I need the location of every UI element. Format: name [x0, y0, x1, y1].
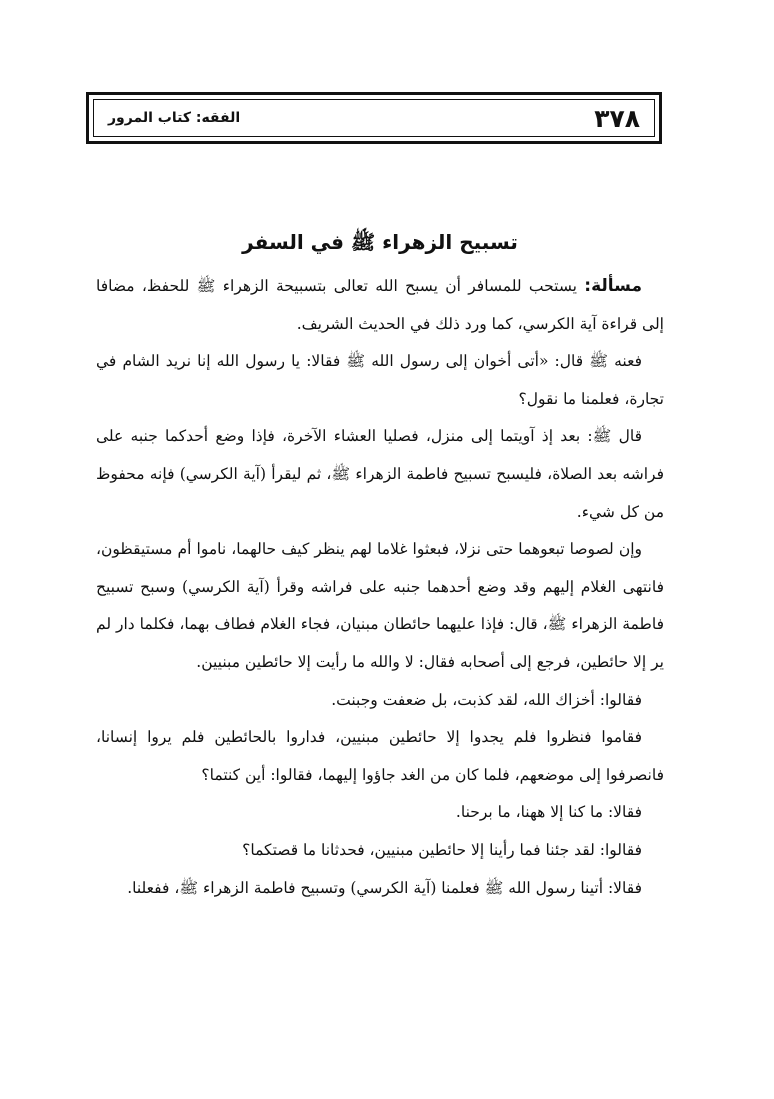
section-title: تسبيح الزهراء ﷺ في السفر: [242, 230, 518, 254]
issue-label: مسألة:: [584, 276, 642, 296]
paragraph: وإن لصوصا تبعوهما حتى نزلا، فبعثوا غلاما لهم ينظر كيف حالهما، ناموا أم مستيقظون، فانتهى الغلام إليهم وقد وضع أحدهما جنبه على فراشه وقرأ (آية الكرسي) وسبح تسبيح فاطمة الزهراء ﷺ، قال: فإذا عليهما حائطان مبنيان، فجاء الغلام فطاف بهما، فكلما دار لم ير إلا حائطين، فرجع إلى أصحابه فقال: لا والله ما رأيت إلا حائطين مبنيين.: [96, 540, 664, 671]
page-header-inner: [93, 99, 655, 137]
paragraph-text: يستحب للمسافر أن يسبح الله تعالى بتسبيحة الزهراء ﷺ للحفظ، مضافا إلى قراءة آية الكرسي، كما ورد ذلك في الحديث الشريف.: [96, 277, 664, 333]
page-header: [86, 92, 662, 144]
running-head: الفقه: كتاب المرور: [108, 110, 241, 126]
paragraph: فقالوا: أخزاك الله، لقد كذبت، بل ضعفت وجبنت.: [331, 690, 642, 709]
paragraph: فقالا: ما كنا إلا ههنا، ما برحنا.: [455, 803, 642, 822]
paragraph: قال ﷺ: بعد إذ آويتما إلى منزل، فصليا العشاء الآخرة، فإذا وضع أحدكما جنبه على فراشه بعد الصلاة، فليسبح تسبيح فاطمة الزهراء ﷺ، ثم ليقرأ (آية الكرسي) فإنه محفوظ من كل شيء.: [96, 427, 664, 521]
paragraph: [96, 268, 664, 343]
paragraph: فعنه ﷺ قال: «أتى أخوان إلى رسول الله ﷺ فقالا: يا رسول الله إنا نريد الشام في تجارة، فعلمنا ما نقول؟: [96, 352, 664, 408]
page-number: ٣٧٨: [594, 103, 640, 133]
paragraph: فقالا: أتينا رسول الله ﷺ فعلمنا (آية الكرسي) وتسبيح فاطمة الزهراء ﷺ، ففعلنا.: [127, 878, 642, 897]
paragraph: فقاموا فنظروا فلم يجدوا إلا حائطين مبنيين، فداروا بالحائطين فلم يروا إنسانا، فانصرفوا إلى موضعهم، فلما كان من الغد جاؤوا إليهما، فقالوا: أين كنتما؟: [96, 728, 664, 784]
paragraph: فقالوا: لقد جئنا فما رأينا إلا حائطين مبنيين، فحدثانا ما قصتكما؟: [242, 840, 642, 859]
page-body: [96, 222, 664, 907]
